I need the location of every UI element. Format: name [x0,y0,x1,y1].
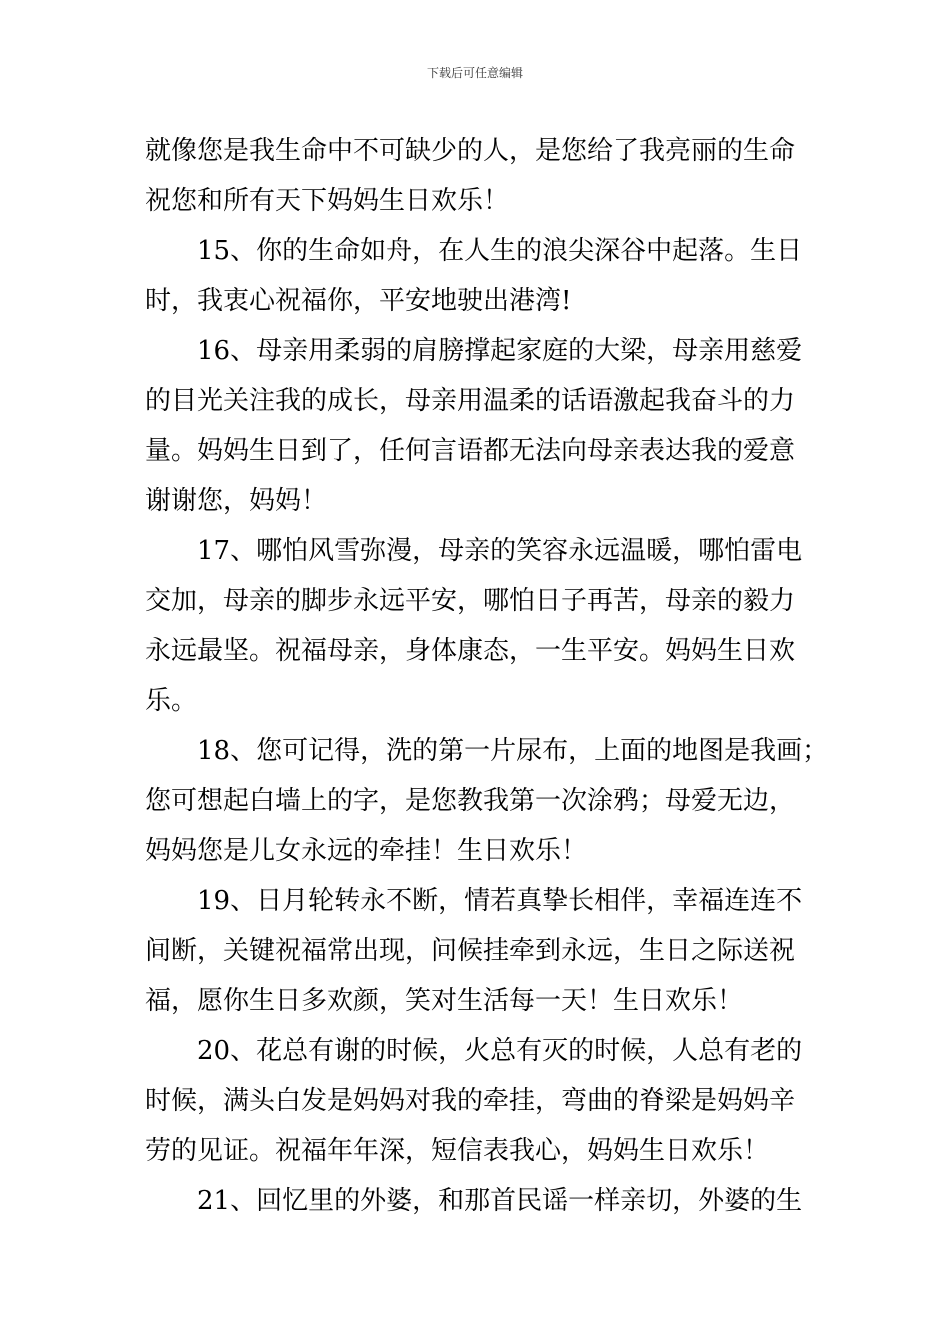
paragraph-start-line: 18、您可记得，洗的第一片尿布，上面的地图是我画； [197,736,829,766]
text-line: 谢谢您，妈妈！ [145,486,328,516]
page-header: 下载后可任意编辑 [426,66,523,80]
paragraph-start-line: 20、花总有谢的时候，火总有灭的时候，人总有老的 [197,1036,803,1066]
text-line: 间断，关键祝福常出现，问候挂牵到永远，生日之际送祝 [145,936,796,966]
paragraph-start-line: 16、母亲用柔弱的肩膀撑起家庭的大梁，母亲用慈爱 [197,336,803,366]
text-line: 时，我衷心祝福你，平安地驶出港湾! [145,286,572,316]
text-line: 乐。 [145,686,198,716]
text-line: 福，愿你生日多欢颜，笑对生活每一天！生日欢乐！ [145,986,744,1016]
text-line: 您可想起白墙上的字，是您教我第一次涂鸦；母爱无边， [145,786,796,816]
text-line: 时候，满头白发是妈妈对我的牵挂，弯曲的脊梁是妈妈辛 [145,1086,796,1116]
text-line: 劳的见证。祝福年年深，短信表我心，妈妈生日欢乐！ [145,1136,770,1166]
text-line: 的目光关注我的成长，母亲用温柔的话语激起我奋斗的力 [145,386,796,416]
text-line: 妈妈您是儿女永远的牵挂！生日欢乐！ [145,836,588,866]
paragraph-start-line: 15、你的生命如舟，在人生的浪尖深谷中起落。生日 [197,236,803,266]
text-line: 量。妈妈生日到了，任何言语都无法向母亲表达我的爱意 [145,436,796,466]
paragraph-start-line: 17、哪怕风雪弥漫，母亲的笑容永远温暖，哪怕雷电 [197,536,803,566]
text-line: 祝您和所有天下妈妈生日欢乐！ [145,186,510,216]
text-line: 永远最坚。祝福母亲，身体康态，一生平安。妈妈生日欢 [145,636,796,666]
paragraph-start-line: 21、回忆里的外婆，和那首民谣一样亲切，外婆的生 [197,1186,803,1216]
text-line: 就像您是我生命中不可缺少的人，是您给了我亮丽的生命 [145,136,796,166]
paragraph-start-line: 19、日月轮转永不断，情若真挚长相伴，幸福连连不 [197,886,803,916]
document-body [145,126,829,1226]
text-line: 交加，母亲的脚步永远平安，哪怕日子再苦，母亲的毅力 [145,586,796,616]
